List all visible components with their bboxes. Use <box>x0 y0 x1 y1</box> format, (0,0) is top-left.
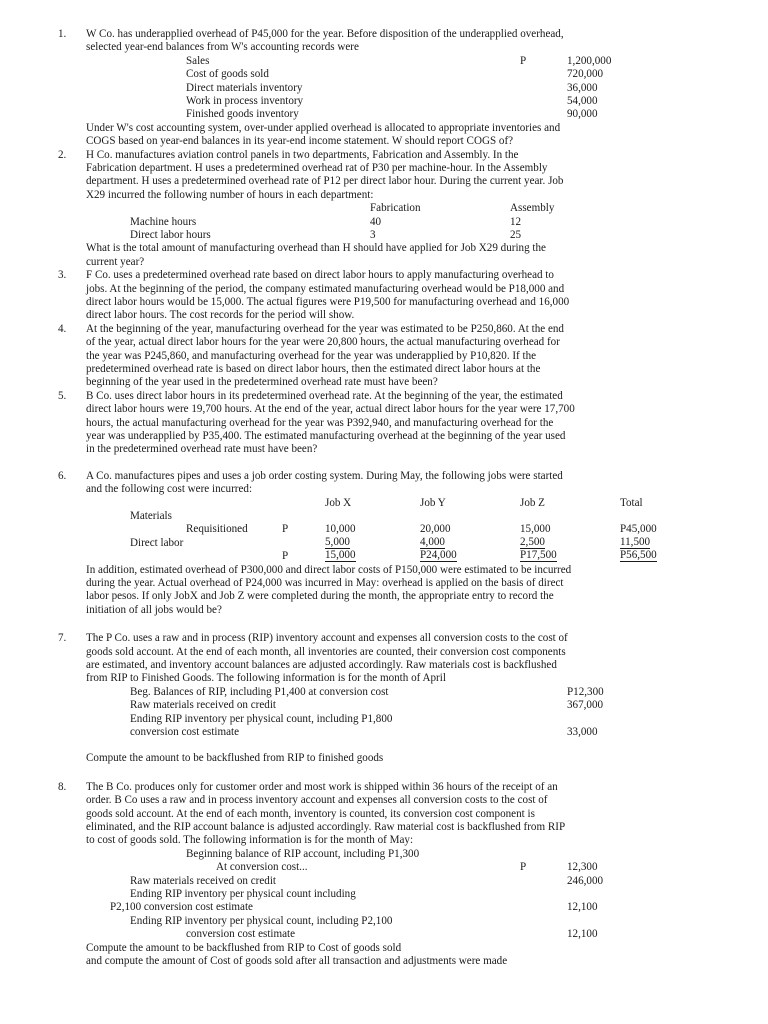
row-value-job-z: 15,000 <box>520 523 551 536</box>
row-value: 12,300 <box>567 861 598 874</box>
row-value: 90,000 <box>567 108 598 121</box>
total-value-total: P56,500 <box>620 549 657 562</box>
row-value: 367,000 <box>567 699 604 712</box>
item-text-line: direct labor hours would be 15,000. The actual figures were P19,500 for manufacturing overhead and 16,000 <box>86 296 570 308</box>
table-row <box>86 713 740 726</box>
item-text-line: At the beginning of the year, manufacturing overhead for the year was estimated to be P250,860. At the end <box>86 322 564 335</box>
item-number: 3. <box>58 269 67 282</box>
rip-inventory-table <box>86 848 740 942</box>
footer-line: and compute the amount of Cost of goods sold after all transaction and adjustments were made <box>86 955 508 968</box>
row-value-job-x: 5,000 <box>325 535 350 548</box>
row-label: Direct materials inventory <box>186 81 303 94</box>
row-value: 720,000 <box>567 68 604 81</box>
problem-item-4 <box>0 323 768 390</box>
item-text-line: of the year, actual direct labor hours for the year were 20,800 hours, the actual manufacturing overhead for <box>86 336 560 349</box>
item-text-line: department. H uses a predetermined overhead rate of P12 per direct labor hour. During the current year. Job <box>86 175 564 188</box>
item-text-line: In addition, estimated overhead of P300,000 and direct labor costs of P150,000 were estimated to be incurred <box>86 563 572 576</box>
item-text-line: Fabrication department. H uses a predetermined overhead rat of P30 per machine-hour. In the Assembly <box>86 161 548 174</box>
table-row <box>86 726 740 739</box>
row-currency: P <box>282 550 289 563</box>
item-text-line: What is the total amount of manufacturing overhead than H should have applied for Job X29 during the <box>86 242 546 255</box>
row-currency: P <box>282 523 289 536</box>
row-value-job-z: 2,500 <box>520 535 545 548</box>
row-label: Direct labor <box>130 536 184 549</box>
item-instruction-line: Compute the amount to be backflushed from RIP to finished goods <box>86 752 384 765</box>
column-header-total: Total <box>620 496 643 509</box>
row-label: Work in process inventory <box>186 94 304 107</box>
rip-inventory-table <box>86 686 740 740</box>
footer-line: Compute the amount to be backflushed from RIP to Cost of goods sold <box>86 941 402 954</box>
row-label: Ending RIP inventory per physical count, including P1,800 <box>130 712 393 725</box>
row-currency: P <box>520 54 527 67</box>
item-text-line: from RIP to Finished Goods. The following information is for the month of April <box>86 672 446 685</box>
item-text-line: order. B Co uses a raw and in process inventory account and expenses all conversion costs to the cost of <box>86 794 548 807</box>
problem-item-5 <box>0 390 768 457</box>
row-value: P12,300 <box>567 685 604 698</box>
row-label: Raw materials received on credit <box>130 699 277 712</box>
row-label: conversion cost estimate <box>130 726 240 739</box>
row-value: 1,200,000 <box>567 54 612 67</box>
section-spacer <box>0 766 768 781</box>
table-row <box>86 523 740 536</box>
item-text-line: hours, the actual manufacturing overhead for the year was P392,940, and manufacturing overhead for the <box>86 416 554 429</box>
department-hours-table <box>86 202 740 242</box>
row-value-total: P45,000 <box>620 523 657 536</box>
row-label: At conversion cost... <box>216 861 308 874</box>
table-row <box>86 686 740 699</box>
problem-item-6 <box>0 470 768 617</box>
row-label: Requisitioned <box>186 523 248 536</box>
item-text-line: B Co. uses direct labor hours in its predetermined overhead rate. At the beginning of the year, the estimated <box>86 389 563 402</box>
row-value: 36,000 <box>567 81 598 94</box>
item-text-line: goods sold account. At the end of each month, all inventories are counted, their conversion cost components <box>86 645 566 658</box>
item-number: 4. <box>58 322 67 335</box>
row-value-job-y: 20,000 <box>420 523 451 536</box>
row-value-fabrication: 3 <box>370 228 376 241</box>
table-row <box>86 901 740 914</box>
item-text-line: direct labor hours. The cost records for the period will show. <box>86 309 355 322</box>
row-label: Beg. Balances of RIP, including P1,400 at conversion cost <box>130 685 389 698</box>
row-value-job-y: 4,000 <box>420 535 445 548</box>
row-label: conversion cost estimate <box>186 928 296 941</box>
item-text-line: eliminated, and the RIP account balance is adjusted accordingly. Raw material cost is backflushed from RIP <box>86 821 566 834</box>
row-label: Direct labor hours <box>130 228 211 241</box>
table-row <box>86 68 740 81</box>
problem-item-8 <box>0 781 768 942</box>
table-row <box>86 216 740 229</box>
item-text-line: are estimated, and inventory account balances are adjusted accordingly. Raw materials cost is backflushed <box>86 659 557 672</box>
table-header-row <box>86 202 740 215</box>
item-text-line: predetermined overhead rate is based on direct labor hours, then the estimated direct labor hours at the <box>86 363 541 376</box>
section-spacer <box>0 617 768 632</box>
item-text-line: the year was P245,860, and manufacturing overhead for the year was underapplied by P10,820. If the <box>86 349 537 362</box>
row-value: 33,000 <box>567 726 598 739</box>
item-text-line: The B Co. produces only for customer order and most work is shipped within 36 hours of the receipt of an <box>86 780 558 793</box>
item-text-line: X29 incurred the following number of hours in each department: <box>86 188 374 201</box>
item-text-line: beginning of the year used in the predetermined overhead rate must have been? <box>86 376 438 389</box>
item-text-line: year was underapplied by P35,400. The estimated manufacturing overhead at the beginning of the year used <box>86 430 566 443</box>
row-label: Beginning balance of RIP account, including P1,300 <box>186 847 420 860</box>
row-value: 12,100 <box>567 928 598 941</box>
table-header-row <box>86 497 740 510</box>
column-header-job-z: Job Z <box>520 496 545 509</box>
item-text-line: W Co. has underapplied overhead of P45,000 for the year. Before disposition of the underapplied overhead, <box>86 28 564 40</box>
row-value-total: 11,500 <box>620 535 651 548</box>
row-label: Sales <box>186 54 210 67</box>
table-row <box>86 928 740 941</box>
problem-item-2 <box>0 149 768 270</box>
row-label: Ending RIP inventory per physical count, including P2,100 <box>130 914 393 927</box>
table-row <box>86 82 740 95</box>
table-total-row <box>86 550 740 563</box>
total-value-job-x: 15,000 <box>325 549 356 562</box>
total-value-job-z: P17,500 <box>520 549 557 562</box>
row-label: Finished goods inventory <box>186 108 299 121</box>
item-text-line: direct labor hours were 19,700 hours. At the end of the year, actual direct labor hours for the year were 17,700 <box>86 403 575 416</box>
row-value: 54,000 <box>567 94 598 107</box>
item-text-line: initiation of all jobs would be? <box>86 603 222 616</box>
row-label: P2,100 conversion cost estimate <box>110 901 253 914</box>
item-text-line: to cost of goods sold. The following information is for the month of May: <box>86 834 414 847</box>
item-text-line: in the predetermined overhead rate must have been? <box>86 443 318 456</box>
item-number: 7. <box>58 632 67 645</box>
row-value-assembly: 25 <box>510 228 522 241</box>
row-value-job-x: 10,000 <box>325 523 356 536</box>
item-text-line: The P Co. uses a raw and in process (RIP) inventory account and expenses all conversion costs to the cost of <box>86 632 568 645</box>
footer-instructions <box>0 942 768 969</box>
row-label: Cost of goods sold <box>186 68 269 81</box>
table-row <box>86 915 740 928</box>
table-section-label-row <box>86 510 740 523</box>
table-row <box>86 229 740 242</box>
row-currency: P <box>520 861 527 874</box>
table-row <box>86 888 740 901</box>
problem-item-1 <box>0 28 768 149</box>
table-row <box>86 699 740 712</box>
item-text-line: H Co. manufactures aviation control panels in two departments, Fabrication and Assembly. In the <box>86 148 519 161</box>
item-text-line: labor pesos. If only JobX and Job Z were completed during the month, the appropriate entry to record the <box>86 590 554 603</box>
item-text-line: F Co. uses a predetermined overhead rate based on direct labor hours to apply manufacturing overhead to <box>86 269 554 282</box>
item-number: 1. <box>58 28 67 40</box>
item-number: 2. <box>58 148 67 161</box>
row-value-assembly: 12 <box>510 215 522 228</box>
table-row <box>86 875 740 888</box>
table-row <box>86 861 740 874</box>
row-label: Ending RIP inventory per physical count including <box>130 888 356 901</box>
section-label-materials: Materials <box>130 510 172 523</box>
table-row <box>86 95 740 108</box>
row-value: 12,100 <box>567 901 598 914</box>
problem-item-3 <box>0 269 768 323</box>
row-label: Raw materials received on credit <box>130 874 277 887</box>
row-label: Machine hours <box>130 215 197 228</box>
table-row <box>86 537 740 550</box>
column-header-job-x: Job X <box>325 496 352 509</box>
column-header-assembly: Assembly <box>510 202 555 215</box>
table-row <box>86 108 740 121</box>
item-text-line: jobs. At the beginning of the period, the company estimated manufacturing overhead would be P18,000 and <box>86 282 565 295</box>
row-value: 246,000 <box>567 874 604 887</box>
column-header-job-y: Job Y <box>420 496 446 509</box>
item-number: 8. <box>58 780 67 793</box>
item-text-line: and the following cost were incurred: <box>86 483 253 496</box>
item-text-line: Under W's cost accounting system, over-under applied overhead is allocated to appropriate inventories and <box>86 121 561 134</box>
problem-item-7 <box>0 632 768 766</box>
item-text-line: current year? <box>86 255 145 268</box>
balances-table <box>86 55 740 122</box>
total-value-job-y: P24,000 <box>420 549 457 562</box>
table-row <box>86 55 740 68</box>
item-text-line: during the year. Actual overhead of P24,000 was incurred in May: overhead is applied on the basis of direct <box>86 577 564 590</box>
item-text-line: COGS based on year-end balances in its year-end income statement. W should report COGS of? <box>86 135 514 148</box>
column-header-fabrication: Fabrication <box>370 202 421 215</box>
job-cost-table <box>86 497 740 564</box>
item-number: 6. <box>58 469 67 482</box>
item-number: 5. <box>58 389 67 402</box>
item-text-line: selected year-end balances from W's accounting records were <box>86 41 359 54</box>
table-row <box>86 848 740 861</box>
item-text-line: goods sold account. At the end of each month, inventory is counted, its conversion cost component is <box>86 807 535 820</box>
spacer <box>86 739 740 752</box>
row-value-fabrication: 40 <box>370 215 382 228</box>
item-text-line: A Co. manufactures pipes and uses a job order costing system. During May, the following jobs were started <box>86 469 563 482</box>
section-spacer <box>0 457 768 470</box>
